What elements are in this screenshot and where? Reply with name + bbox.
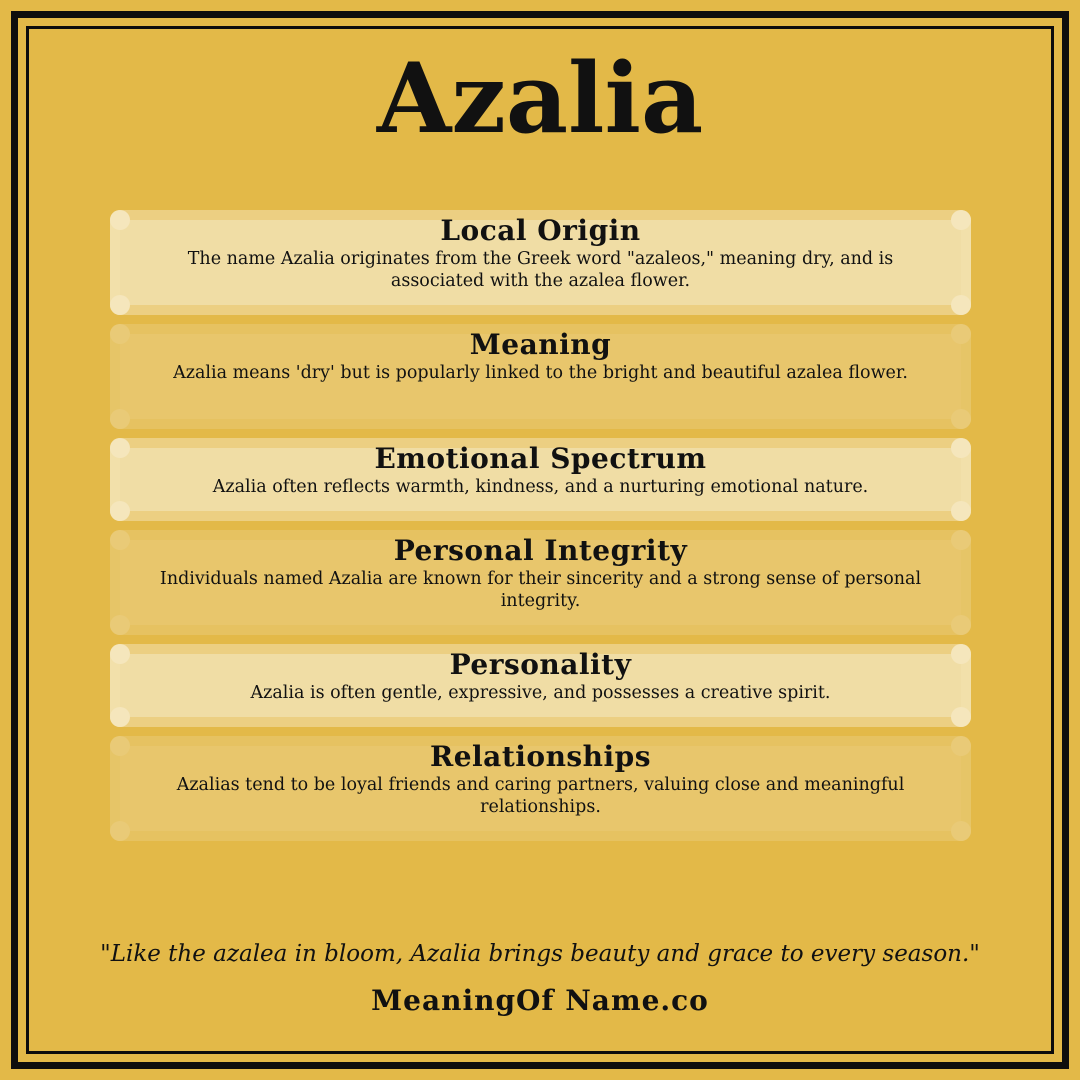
section-heading: Relationships	[429, 740, 652, 773]
section-heading: Personality	[449, 648, 632, 681]
section-text: Individuals named Azalia are known for their sincerity and a strong sense of personal integrity.	[159, 569, 922, 611]
section-card-meaning	[110, 324, 971, 429]
section-text: Azalia is often gentle, expressive, and possesses a creative spirit.	[250, 683, 831, 703]
page-title: Azalia	[376, 42, 704, 155]
section-heading: Personal Integrity	[393, 534, 688, 567]
section-card-personality	[110, 644, 971, 727]
section-text: Azalia means 'dry' but is popularly linked to the bright and beautiful azalea flower.	[173, 363, 908, 383]
section-card-relationships	[110, 736, 971, 841]
section-text: The name Azalia originates from the Greek word "azaleos," meaning dry, and is associated with the azalea flower.	[187, 249, 894, 291]
section-card-personal-integrity	[110, 530, 971, 635]
website-credit: MeaningOf Name.co	[371, 984, 709, 1017]
closing-quote: "Like the azalea in bloom, Azalia brings beauty and grace to every season."	[100, 941, 980, 967]
section-heading: Local Origin	[440, 214, 641, 247]
section-card-emotional-spectrum	[110, 438, 971, 521]
section-heading: Emotional Spectrum	[374, 442, 707, 475]
section-card-local-origin	[110, 210, 971, 315]
section-text: Azalias tend to be loyal friends and caring partners, valuing close and meaningful relationships.	[176, 775, 905, 817]
section-text: Azalia often reflects warmth, kindness, and a nurturing emotional nature.	[212, 477, 869, 497]
section-heading: Meaning	[469, 328, 612, 361]
